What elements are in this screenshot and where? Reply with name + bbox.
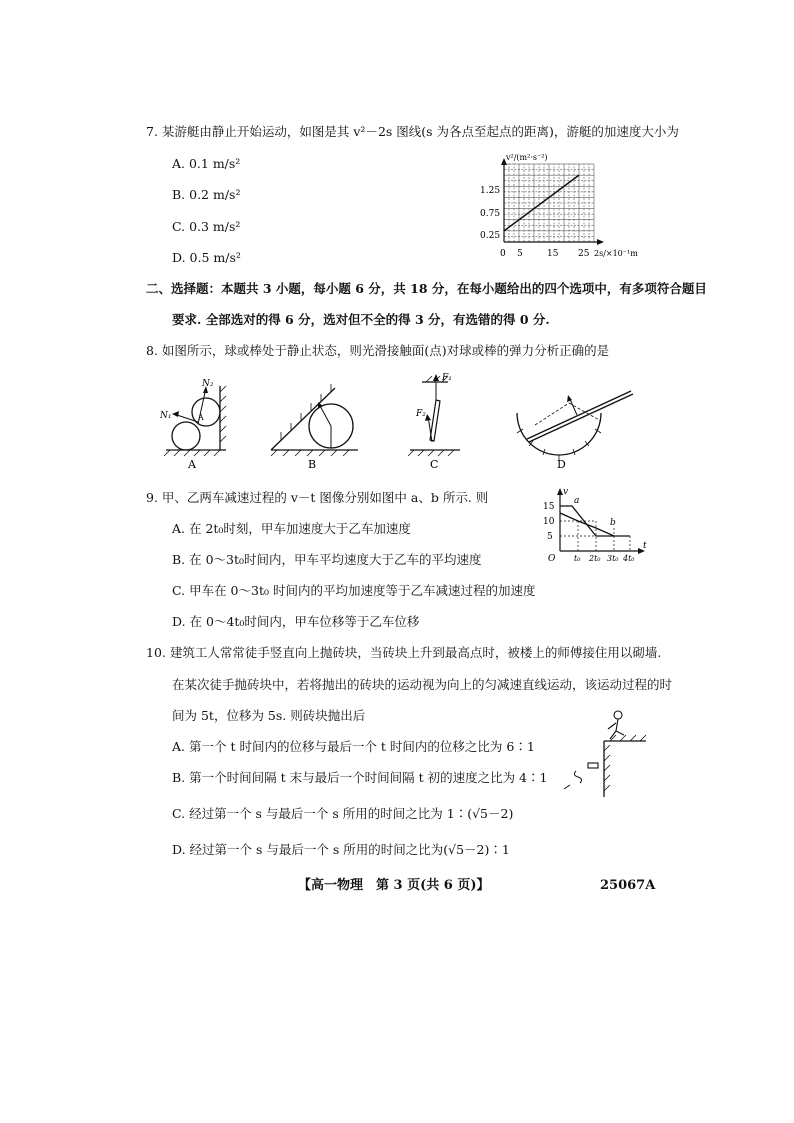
q9-option-c: C. 甲车在 0～3t₀ 时间内的平均加速度等于乙车减速过程的加速度 [172, 583, 536, 598]
q9-option-a: A. 在 2t₀时刻，甲车加速度大于乙车加速度 [172, 521, 411, 536]
q10-option-a: A. 第一个 t 时间内的位移与最后一个 t 时间内的位移之比为 6∶1 [172, 739, 535, 754]
x-axis-arrow [597, 239, 604, 245]
y-tick-label: 0.25 [480, 231, 501, 241]
q7-option-d: D. 0.5 m/s² [172, 250, 241, 265]
q10-option-d: D. 经过第一个 s 与最后一个 s 所用的时间之比为(√5－2)∶1 [172, 842, 510, 857]
x-tick-label: 25 [578, 249, 590, 259]
caption-b: B [308, 458, 317, 470]
label-n2: N₂ [202, 379, 214, 389]
y-tick-label: 0.75 [480, 209, 501, 219]
y-tick-5: 5 [547, 532, 553, 542]
x-tick-3t0: 3t₀ [607, 554, 619, 563]
label-a: A [198, 413, 204, 422]
label-f2: F₂ [416, 409, 426, 419]
v2-2s-chart [470, 150, 670, 268]
q9-option-d: D. 在 0～4t₀时间内，甲车位移等于乙车位移 [172, 614, 420, 629]
caption-c: C [430, 458, 439, 470]
origin-label: O [548, 554, 556, 564]
y-axis-label: v²/(m²·s⁻²) [506, 153, 548, 162]
q10-option-c: C. 经过第一个 s 与最后一个 s 所用的时间之比为 1∶(√5－2) [172, 806, 514, 821]
q10-line3: 间为 5t，位移为 5s. 则砖块抛出后 [172, 708, 366, 723]
q7-stem: 7. 某游艇由静止开始运动，如图是其 v²－2s 图线(s 为各点至起点的距离)，游艇的加速度大小为 [146, 124, 679, 139]
x-tick-2t0: 2t₀ [589, 554, 601, 563]
section2-instructions: 要求. 全部选对的得 6 分，选对但不全的得 3 分，有选错的得 0 分. [172, 312, 550, 327]
q8-figure-d [505, 385, 645, 470]
q7-option-a: A. 0.1 m/s² [172, 156, 241, 171]
v-label: v [563, 487, 569, 497]
line-b [560, 513, 630, 536]
q7-option-c: C. 0.3 m/s² [172, 219, 241, 234]
x-tick-label: 5 [517, 249, 523, 259]
label-f1: F₁ [442, 373, 452, 383]
t-label: t [643, 541, 647, 551]
q8-stem: 8. 如图所示，球或棒处于静止状态，则光滑接触面(点)对球或棒的弹力分析正确的是 [146, 343, 610, 358]
label-a: a [574, 496, 580, 506]
q10-line1: 10. 建筑工人常常徒手竖直向上抛砖块，当砖块上升到最高点时，被楼上的师傅接住用以砌墙. [146, 645, 662, 660]
q10-line2: 在某次徒手抛砖块中，若将抛出的砖块的运动视为向上的匀减速直线运动，该运动过程的时 [172, 677, 673, 692]
page-footer: 【高一物理 第 3 页(共 6 页)】 [298, 878, 490, 893]
x-tick-4t0: 4t₀ [623, 554, 635, 563]
y-tick-10: 10 [543, 517, 555, 527]
caption-a: A [188, 458, 196, 470]
section2-heading: 二、选择题：本题共 3 小题，每小题 6 分，共 18 分，在每小题给出的四个选项中，有多项符合题目 [146, 281, 707, 296]
caption-d: D [557, 458, 566, 470]
q9-stem: 9. 甲、乙两车减速过程的 v－t 图像分别如图中 a、b 所示. 则 [146, 490, 489, 505]
chart-grid [504, 164, 594, 242]
label-b: b [610, 518, 616, 528]
q7-option-b: B. 0.2 m/s² [172, 187, 241, 202]
exam-code: 25067A [600, 878, 656, 893]
y-tick-label: 1.25 [480, 186, 501, 196]
label-n1: N₁ [160, 411, 172, 421]
q10-option-b: B. 第一个时间间隔 t 末与最后一个时间间隔 t 初的速度之比为 4∶1 [172, 770, 548, 785]
brick-throw-figure [560, 705, 650, 800]
x-tick-label: 15 [547, 249, 559, 259]
x-tick-t0: t₀ [574, 554, 581, 563]
q8-figure-b [263, 378, 363, 470]
vt-graph [540, 485, 650, 565]
q8-figure-c [400, 370, 470, 470]
x-axis-label: 2s/×10⁻¹m [594, 249, 638, 258]
q9-option-b: B. 在 0～3t₀时间内，甲车平均速度大于乙车的平均速度 [172, 552, 482, 567]
q8-figure-a [158, 378, 238, 470]
y-tick-15: 15 [543, 502, 555, 512]
x-tick-label: 0 [500, 249, 506, 259]
